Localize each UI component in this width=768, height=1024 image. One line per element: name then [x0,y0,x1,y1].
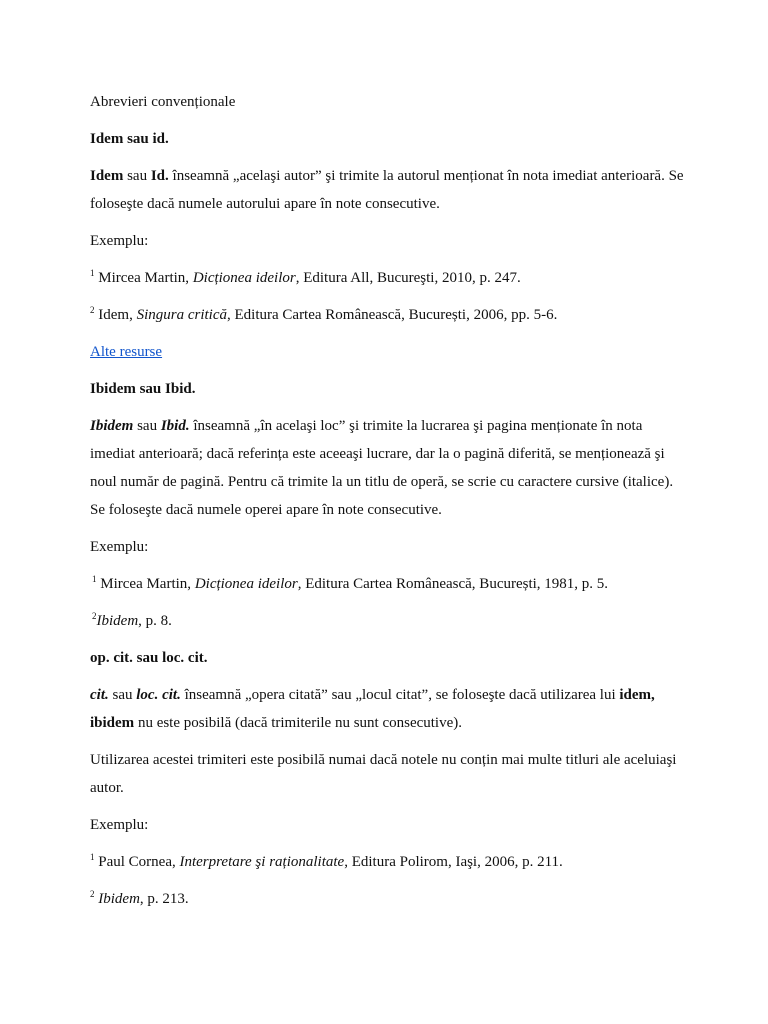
opcit-example-label: Exemplu: [90,817,149,833]
opcit-section-title: op. cit. sau loc. cit. [90,650,208,666]
idem-section-title: Idem sau id. [90,131,169,147]
ibidem-example-2 [90,607,690,635]
idem-example-1 [90,264,690,292]
ibidem-term: Ibidem [90,418,134,434]
example-title: Dicționea ideilor [192,270,296,286]
ibidem-section-title: Ibidem sau Ibid. [90,381,196,397]
ibidem-example-1 [90,570,690,598]
opcit-definition-tail: nu este posibilă (dacă trimiterile nu sunt consecutive). [134,715,463,731]
alte-resurse-link[interactable]: Alte resurse [90,344,163,360]
example-publisher: , Editura All, Bucureşti, 2010, p. 247. [295,270,521,286]
opcit-sau: sau [108,687,137,703]
idem-example-label: Exemplu: [90,233,149,249]
opcit-example-2 [90,885,690,913]
idem-ibidem-bold: idem, ibidem [90,687,655,731]
resources-link-line [90,338,690,366]
footnote-number: 1 [92,574,97,584]
footnote-number: 2 [90,889,95,899]
example-author: Idem, [94,307,137,323]
opcit-definition [90,681,690,737]
example-title: Interpretare şi raționalitate [179,854,345,870]
example-author: Mircea Martin, [96,576,195,592]
footnote-number: 1 [90,852,95,862]
opcit-note: Utilizarea acestei trimiteri este posibilă numai dacă notele nu conțin mai multe titluri ale aceluiaşi autor. [90,752,677,796]
ibidem-example-label: Exemplu: [90,539,149,555]
idem-term: Idem [90,168,124,184]
footnote-number: 1 [90,268,95,278]
cit-term: cit. [90,687,109,703]
id-term: Id. [150,168,169,184]
example-title: Dicționea ideilor [194,576,298,592]
document-page [90,88,690,913]
ibid-term: Ibid. [160,418,190,434]
example-author: Mircea Martin, [94,270,193,286]
loc-cit-term: loc. cit. [136,687,181,703]
opcit-example-1 [90,848,690,876]
ibidem-definition [90,412,690,524]
example-publisher: , Editura Cartea Românească, București, 1981, p. 5. [297,576,609,592]
example-publisher: , Editura Cartea Românească, București, 2006, pp. 5-6. [227,307,558,323]
idem-definition [90,162,690,218]
example-title: Singura critică [136,307,227,323]
example-publisher: , Editura Polirom, Iaşi, 2006, p. 211. [344,854,563,870]
opcit-definition-text: înseamnă „opera citată” sau „locul citat”, se foloseşte dacă utilizarea lui [180,687,620,703]
idem-definition-text: înseamnă „acelaşi autor” şi trimite la autorul menționat în nota imediat anterioară. Se foloseşte dacă numele autorului apare în note consecutive. [90,168,684,212]
example-title: Ibidem [98,891,140,907]
example-title: Ibidem [96,613,139,629]
footnote-number: 2 [92,611,97,621]
ibidem-definition-text: înseamnă „în acelaşi loc” şi trimite la lucrarea şi pagina menționate în nota imediat anterioară; dacă referința este aceeaşi lucrare, dar la o pagină diferită, se menționează şi noul număr de pagină. Pentru că trimite la un titlu de operă, se scrie cu caractere cursive (italice). Se foloseşte dacă numele operei apare în note consecutive. [90,418,674,518]
ibidem-sau: sau [133,418,161,434]
example-page: , p. 213. [139,891,189,907]
example-page: , p. 8. [138,613,172,629]
idem-sau: sau [123,168,151,184]
example-author: Paul Cornea, [94,854,180,870]
footnote-number: 2 [90,305,95,315]
idem-example-2 [90,301,690,329]
document-heading: Abrevieri convenționale [90,94,236,110]
